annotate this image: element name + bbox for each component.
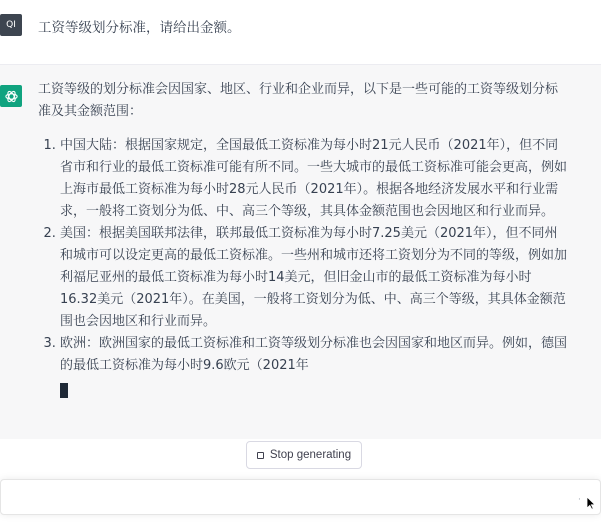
send-indicator: · [578, 495, 581, 505]
list-item: 3. 欧洲：欧洲国家的最低工资标准和工资等级划分标准也会因国家和地区而异。例如，德国的最低工资标准为每小时9.6欧元（2021年 [60, 333, 568, 377]
stop-icon [257, 452, 264, 459]
message-input-box[interactable] [0, 479, 601, 515]
mouse-pointer-icon [586, 496, 596, 510]
answer-list [38, 135, 568, 377]
answer-intro: 工资等级的划分标准会因国家、地区、行业和企业而异，以下是一些可能的工资等级划分标准及其金额范围： [38, 82, 559, 119]
user-message-row [0, 0, 601, 64]
typing-cursor [60, 383, 68, 398]
list-item: 2. 美国：根据美国联邦法律，联邦最低工资标准为每小时7.25美元（2021年），但不同州和城市可以设定更高的最低工资标准。一些州和城市还将工资划分为不同的等级，例如加利福尼亚州的最低工资标准为每小时14美元，但旧金山市的最低工资标准为每小时16.32美元（2021年）。在美国，一般将工资划分为低、中、高三个等级，其具体金额范围也会因地区和行业而异。 [60, 223, 568, 333]
list-item: 1. 中国大陆：根据国家规定，全国最低工资标准为每小时21元人民币（2021年），但不同省市和行业的最低工资标准可能有所不同。一些大城市的最低工资标准可能会更高，例如上海市最低工资标准为每小时28元人民币（2021年）。根据各地经济发展水平和行业需求，一般将工资划分为低、中、高三个等级，其具体金额范围也会因地区和行业而异。 [60, 135, 568, 223]
stop-generating-label: Stop generating [269, 449, 352, 461]
message-input[interactable] [13, 488, 557, 508]
assistant-message-row [0, 64, 601, 439]
user-avatar: QI [0, 14, 22, 36]
stop-generating-button[interactable] [246, 441, 362, 469]
user-message-text: 工资等级划分标准，请给出金额。 [38, 20, 241, 36]
openai-logo-icon [0, 85, 22, 107]
assistant-answer [38, 79, 568, 398]
